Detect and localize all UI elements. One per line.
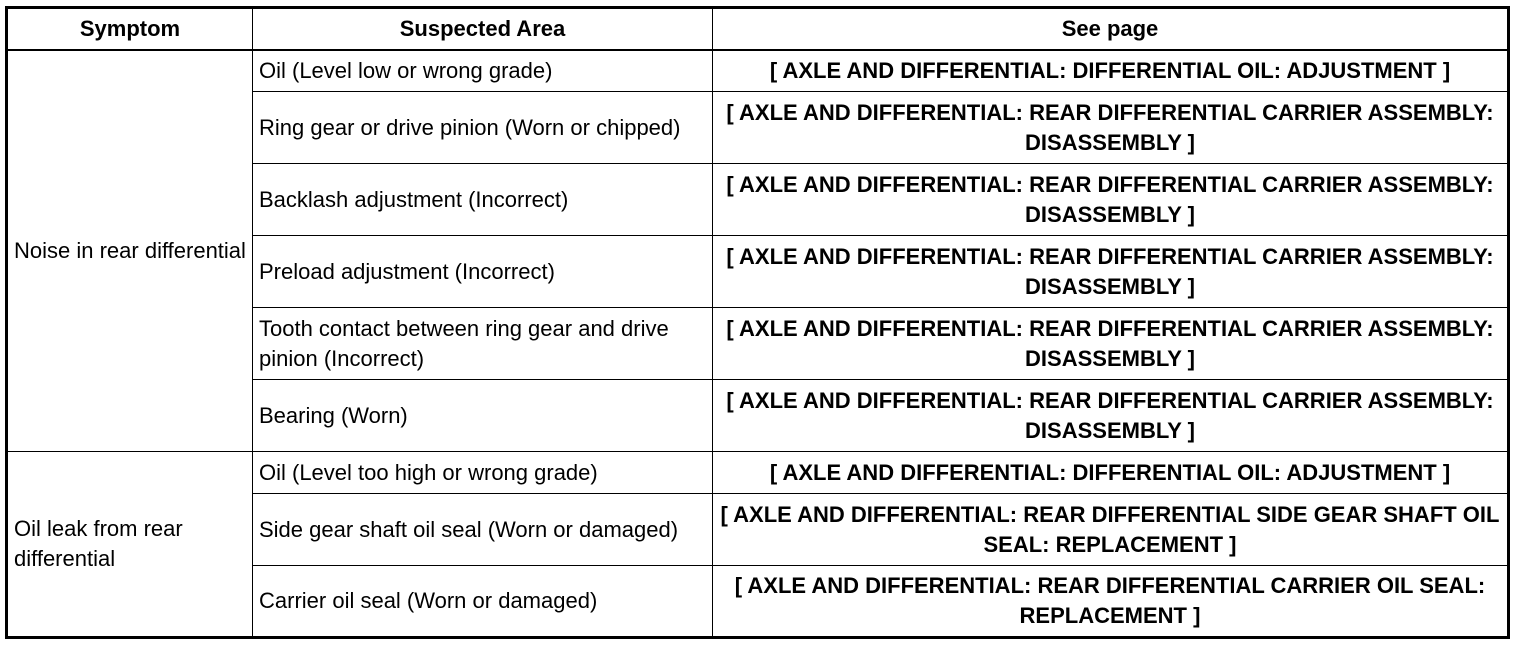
symptom-cell: Oil leak from rear differential — [7, 452, 253, 638]
suspected-area-cell: Tooth contact between ring gear and drive pinion (Incorrect) — [253, 308, 713, 380]
see-page-link[interactable]: [ AXLE AND DIFFERENTIAL: REAR DIFFERENTIAL SIDE GEAR SHAFT OIL SEAL: REPLACEMENT ] — [713, 494, 1509, 566]
suspected-area-cell: Carrier oil seal (Worn or damaged) — [253, 566, 713, 638]
header-see-page: See page — [713, 8, 1509, 50]
see-page-link[interactable]: [ AXLE AND DIFFERENTIAL: DIFFERENTIAL OIL: ADJUSTMENT ] — [713, 452, 1509, 494]
suspected-area-cell: Side gear shaft oil seal (Worn or damaged) — [253, 494, 713, 566]
symptom-cell: Noise in rear differential — [7, 50, 253, 452]
table-row — [7, 452, 1509, 494]
suspected-area-cell: Bearing (Worn) — [253, 380, 713, 452]
header-row — [7, 8, 1509, 50]
table-row — [7, 50, 1509, 92]
see-page-link[interactable]: [ AXLE AND DIFFERENTIAL: REAR DIFFERENTIAL CARRIER OIL SEAL: REPLACEMENT ] — [713, 566, 1509, 638]
troubleshooting-table — [5, 6, 1510, 639]
suspected-area-cell: Backlash adjustment (Incorrect) — [253, 164, 713, 236]
suspected-area-cell: Oil (Level low or wrong grade) — [253, 50, 713, 92]
see-page-link[interactable]: [ AXLE AND DIFFERENTIAL: REAR DIFFERENTIAL CARRIER ASSEMBLY: DISASSEMBLY ] — [713, 164, 1509, 236]
suspected-area-cell: Preload adjustment (Incorrect) — [253, 236, 713, 308]
see-page-link[interactable]: [ AXLE AND DIFFERENTIAL: DIFFERENTIAL OIL: ADJUSTMENT ] — [713, 50, 1509, 92]
suspected-area-cell: Oil (Level too high or wrong grade) — [253, 452, 713, 494]
see-page-link[interactable]: [ AXLE AND DIFFERENTIAL: REAR DIFFERENTIAL CARRIER ASSEMBLY: DISASSEMBLY ] — [713, 92, 1509, 164]
see-page-link[interactable]: [ AXLE AND DIFFERENTIAL: REAR DIFFERENTIAL CARRIER ASSEMBLY: DISASSEMBLY ] — [713, 236, 1509, 308]
header-suspected-area: Suspected Area — [253, 8, 713, 50]
header-symptom: Symptom — [7, 8, 253, 50]
see-page-link[interactable]: [ AXLE AND DIFFERENTIAL: REAR DIFFERENTIAL CARRIER ASSEMBLY: DISASSEMBLY ] — [713, 308, 1509, 380]
suspected-area-cell: Ring gear or drive pinion (Worn or chipped) — [253, 92, 713, 164]
see-page-link[interactable]: [ AXLE AND DIFFERENTIAL: REAR DIFFERENTIAL CARRIER ASSEMBLY: DISASSEMBLY ] — [713, 380, 1509, 452]
